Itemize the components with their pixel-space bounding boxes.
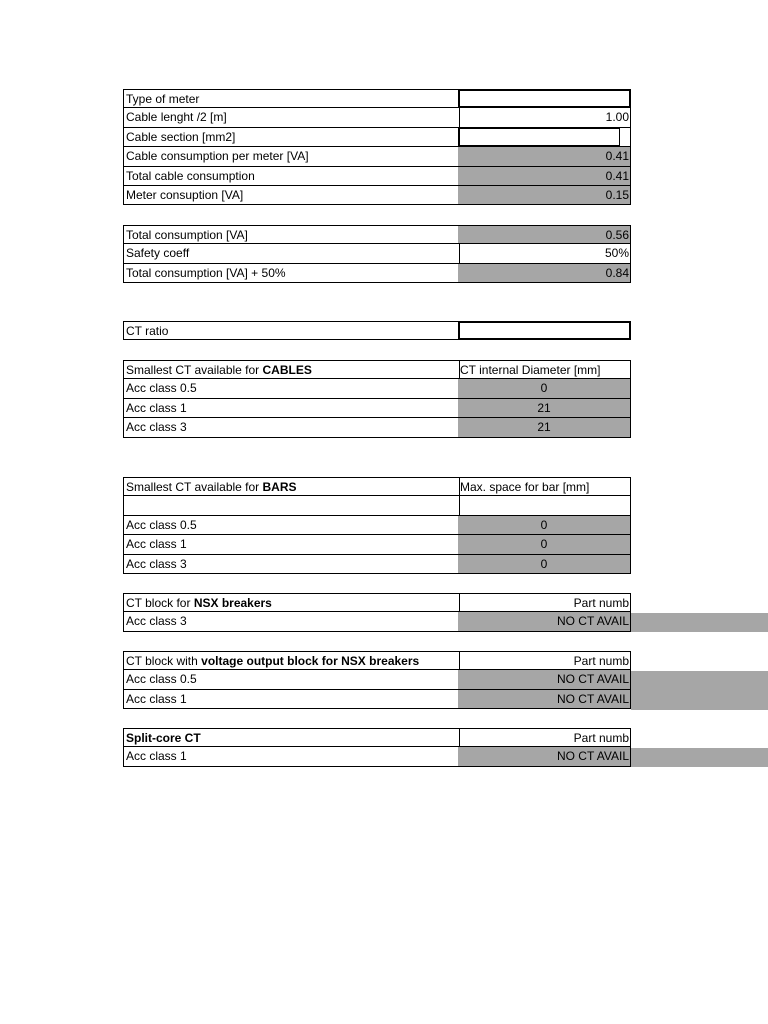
split-core-row: [123, 747, 631, 766]
cables-header-bold: CABLES: [262, 363, 312, 377]
cables-table: [123, 360, 631, 438]
meter-consumption-row: [123, 186, 631, 205]
bars-blank-input[interactable]: [458, 496, 630, 514]
cable-length-input[interactable]: 1.00: [605, 110, 629, 125]
bars-row-label: Acc class 0.5: [124, 516, 460, 534]
cables-header: [124, 361, 460, 378]
cable-consumption-per-meter-label: Cable consumption per meter [VA]: [124, 147, 460, 165]
nsx-block-header-row: [123, 593, 631, 612]
safety-coeff-label: Safety coeff: [124, 244, 460, 262]
bars-header-bold: BARS: [262, 480, 297, 494]
nsx-voltage-overflow-fill: [631, 671, 768, 710]
nsx-block-overflow-fill: [631, 613, 768, 632]
nsx-block-header-prefix: CT block for: [126, 596, 194, 610]
total-consumption-row: [123, 225, 631, 244]
nsx-block-row-value: NO CT AVAIL: [458, 612, 630, 630]
cables-header-row: [123, 360, 631, 379]
nsx-voltage-header-bold: voltage output block for NSX breakers: [201, 654, 420, 668]
cable-consumption-per-meter-value: 0.41: [458, 147, 630, 165]
total-consumption-value: 0.56: [458, 226, 630, 243]
bars-row-label: Acc class 3: [124, 555, 460, 573]
split-core-header: Split-core CT: [124, 729, 460, 746]
nsx-voltage-row-label: Acc class 1: [124, 690, 460, 708]
bars-header-row: [123, 477, 631, 496]
bars-row: [123, 516, 631, 535]
meter-consumption-label: Meter consuption [VA]: [124, 186, 460, 204]
bars-row-value: 0: [458, 516, 630, 534]
ct-ratio-table: [123, 321, 631, 340]
nsx-voltage-row: [123, 670, 631, 689]
bars-row-value: 0: [458, 555, 630, 573]
nsx-block-row: [123, 612, 631, 631]
nsx-voltage-header: [124, 652, 460, 669]
total-cable-consumption-row: [123, 167, 631, 186]
split-core-row-value: NO CT AVAIL: [458, 747, 630, 765]
meter-table: [123, 89, 631, 205]
bars-row: [123, 555, 631, 574]
cables-row-label: Acc class 3: [124, 418, 460, 436]
bars-row: [123, 535, 631, 554]
total-cable-consumption-value: 0.41: [458, 167, 630, 185]
cables-row-label: Acc class 0.5: [124, 379, 460, 397]
cable-length-label: Cable lenght /2 [m]: [124, 108, 460, 126]
nsx-block-header: [124, 594, 460, 611]
split-core-row-label: Acc class 1: [124, 747, 460, 765]
bars-blank-label: [124, 496, 460, 514]
cable-section-row: [123, 128, 631, 147]
type-of-meter-input[interactable]: [458, 90, 630, 107]
bars-table: [123, 477, 631, 574]
cables-col2-header: CT internal Diameter [mm]: [460, 363, 601, 377]
total-consumption-plus-value: 0.84: [458, 264, 630, 282]
nsx-voltage-header-row: [123, 651, 631, 670]
nsx-voltage-block-table: [123, 651, 631, 709]
total-consumption-plus-label: Total consumption [VA] + 50%: [124, 264, 460, 282]
ct-ratio-row: [123, 321, 631, 340]
cables-header-prefix: Smallest CT available for: [126, 363, 263, 377]
nsx-voltage-row: [123, 690, 631, 709]
bars-header: [124, 478, 460, 495]
safety-coeff-row: [123, 244, 631, 263]
total-consumption-label: Total consumption [VA]: [124, 226, 460, 243]
cable-section-input[interactable]: [458, 128, 620, 146]
bars-col2-header: Max. space for bar [mm]: [460, 480, 590, 494]
totals-table: [123, 225, 631, 283]
ct-ratio-input[interactable]: [458, 322, 630, 339]
nsx-block-row-label: Acc class 3: [124, 612, 460, 630]
cables-row-value: 21: [458, 399, 630, 417]
bars-header-prefix: Smallest CT available for: [126, 480, 263, 494]
cables-row: [123, 418, 631, 437]
total-cable-consumption-label: Total cable consumption: [124, 167, 460, 185]
total-consumption-plus-row: [123, 264, 631, 283]
meter-consumption-value: 0.15: [458, 186, 630, 204]
split-core-overflow-fill: [631, 748, 768, 767]
type-of-meter-row: [123, 89, 631, 108]
cables-row-value: 21: [458, 418, 630, 436]
split-core-col2-header: Part numb: [573, 731, 629, 745]
nsx-block-col2-header: Part numb: [573, 596, 629, 610]
nsx-voltage-row-label: Acc class 0.5: [124, 670, 460, 688]
cables-row-value: 0: [458, 379, 630, 397]
cables-row-label: Acc class 1: [124, 399, 460, 417]
cable-consumption-per-meter-row: [123, 147, 631, 166]
split-core-header-row: [123, 728, 631, 747]
ct-ratio-label: CT ratio: [124, 322, 460, 339]
nsx-block-header-bold: NSX breakers: [193, 596, 272, 610]
nsx-voltage-row-value: NO CT AVAIL: [458, 690, 630, 708]
split-core-table: [123, 728, 631, 767]
bars-row-value: 0: [458, 535, 630, 553]
nsx-block-table: [123, 593, 631, 632]
bars-row-label: Acc class 1: [124, 535, 460, 553]
cable-section-label: Cable section [mm2]: [124, 128, 460, 146]
cables-row: [123, 379, 631, 398]
safety-coeff-input[interactable]: 50%: [604, 246, 629, 261]
nsx-voltage-header-prefix: CT block with: [126, 654, 202, 668]
cables-row: [123, 399, 631, 418]
type-of-meter-label: Type of meter: [124, 90, 460, 107]
nsx-voltage-col2-header: Part numb: [573, 654, 629, 668]
cable-length-row: [123, 108, 631, 127]
bars-blank-row: [123, 496, 631, 515]
nsx-voltage-row-value: NO CT AVAIL: [458, 670, 630, 688]
